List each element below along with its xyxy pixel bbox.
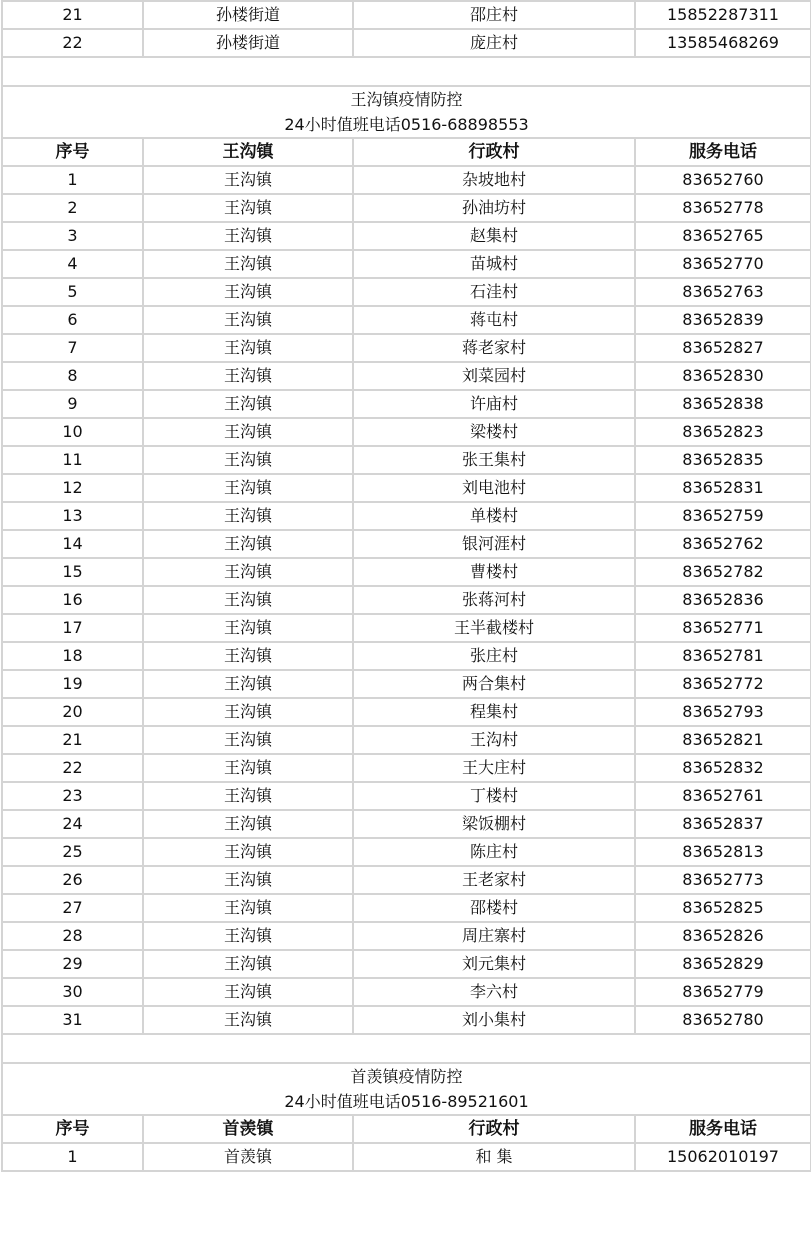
town-cell: 王沟镇 xyxy=(143,390,353,418)
serial-number-cell: 1 xyxy=(2,166,143,194)
phone-cell: 83652779 xyxy=(635,978,811,1006)
village-cell: 许庙村 xyxy=(353,390,635,418)
table-row xyxy=(2,978,811,1006)
town-cell: 王沟镇 xyxy=(143,558,353,586)
serial-number-cell: 21 xyxy=(2,1,143,29)
table-row xyxy=(2,782,811,810)
town-cell: 首羡镇 xyxy=(143,1143,353,1171)
serial-number-cell: 17 xyxy=(2,614,143,642)
town-cell: 王沟镇 xyxy=(143,894,353,922)
town-cell: 王沟镇 xyxy=(143,838,353,866)
column-header-village: 行政村 xyxy=(353,138,635,166)
village-cell: 曹楼村 xyxy=(353,558,635,586)
phone-cell: 83652772 xyxy=(635,670,811,698)
table-row xyxy=(2,810,811,838)
phone-cell: 83652762 xyxy=(635,530,811,558)
table-row xyxy=(2,866,811,894)
table-row xyxy=(2,670,811,698)
column-header-village: 行政村 xyxy=(353,1115,635,1143)
village-cell: 赵集村 xyxy=(353,222,635,250)
serial-number-cell: 6 xyxy=(2,306,143,334)
section-title-row xyxy=(2,86,811,112)
serial-number-cell: 22 xyxy=(2,754,143,782)
village-cell: 蒋屯村 xyxy=(353,306,635,334)
table-row xyxy=(2,894,811,922)
phone-cell: 83652773 xyxy=(635,866,811,894)
serial-number-cell: 19 xyxy=(2,670,143,698)
serial-number-cell: 13 xyxy=(2,502,143,530)
town-cell: 王沟镇 xyxy=(143,614,353,642)
town-cell: 王沟镇 xyxy=(143,474,353,502)
town-cell: 王沟镇 xyxy=(143,670,353,698)
town-cell: 王沟镇 xyxy=(143,586,353,614)
town-cell: 孙楼街道 xyxy=(143,29,353,57)
town-cell: 王沟镇 xyxy=(143,698,353,726)
town-cell: 王沟镇 xyxy=(143,446,353,474)
town-cell: 王沟镇 xyxy=(143,306,353,334)
town-cell: 王沟镇 xyxy=(143,530,353,558)
column-header-phone: 服务电话 xyxy=(635,1115,811,1143)
village-cell: 邵楼村 xyxy=(353,894,635,922)
serial-number-cell: 31 xyxy=(2,1006,143,1034)
phone-cell: 83652835 xyxy=(635,446,811,474)
serial-number-cell: 11 xyxy=(2,446,143,474)
section-hotline-row xyxy=(2,112,811,138)
serial-number-cell: 2 xyxy=(2,194,143,222)
table-row xyxy=(2,1143,811,1171)
village-cell: 单楼村 xyxy=(353,502,635,530)
phone-cell: 83652826 xyxy=(635,922,811,950)
table-row xyxy=(2,642,811,670)
table-row xyxy=(2,530,811,558)
table-row xyxy=(2,1006,811,1034)
column-header-row xyxy=(2,138,811,166)
column-header-town: 首羡镇 xyxy=(143,1115,353,1143)
spacer-cell xyxy=(2,1034,811,1063)
table-row xyxy=(2,446,811,474)
village-cell: 张庄村 xyxy=(353,642,635,670)
serial-number-cell: 23 xyxy=(2,782,143,810)
serial-number-cell: 26 xyxy=(2,866,143,894)
village-cell: 梁饭棚村 xyxy=(353,810,635,838)
phone-cell: 83652830 xyxy=(635,362,811,390)
table-row xyxy=(2,754,811,782)
table-row xyxy=(2,502,811,530)
serial-number-cell: 29 xyxy=(2,950,143,978)
village-cell: 周庄寨村 xyxy=(353,922,635,950)
table-row xyxy=(2,698,811,726)
column-header-town: 王沟镇 xyxy=(143,138,353,166)
table-row xyxy=(2,194,811,222)
town-cell: 王沟镇 xyxy=(143,418,353,446)
serial-number-cell: 10 xyxy=(2,418,143,446)
phone-cell: 83652821 xyxy=(635,726,811,754)
table-row xyxy=(2,558,811,586)
town-cell: 王沟镇 xyxy=(143,362,353,390)
table-row xyxy=(2,278,811,306)
phone-cell: 83652831 xyxy=(635,474,811,502)
table-row xyxy=(2,250,811,278)
serial-number-cell: 24 xyxy=(2,810,143,838)
spacer-row xyxy=(2,1034,811,1063)
section-hotline: 24小时值班电话0516-68898553 xyxy=(2,112,811,138)
table-row xyxy=(2,1,811,29)
phone-cell: 83652837 xyxy=(635,810,811,838)
serial-number-cell: 3 xyxy=(2,222,143,250)
serial-number-cell: 21 xyxy=(2,726,143,754)
phone-cell: 83652836 xyxy=(635,586,811,614)
table-row xyxy=(2,474,811,502)
village-cell: 刘元集村 xyxy=(353,950,635,978)
serial-number-cell: 27 xyxy=(2,894,143,922)
spacer-cell xyxy=(2,57,811,86)
section-title: 首羡镇疫情防控 xyxy=(2,1063,811,1089)
table-row xyxy=(2,838,811,866)
table-row xyxy=(2,922,811,950)
village-cell: 陈庄村 xyxy=(353,838,635,866)
section-title-row xyxy=(2,1063,811,1089)
town-cell: 孙楼街道 xyxy=(143,1,353,29)
phone-cell: 15062010197 xyxy=(635,1143,811,1171)
contact-table xyxy=(1,0,811,1172)
serial-number-cell: 18 xyxy=(2,642,143,670)
serial-number-cell: 9 xyxy=(2,390,143,418)
table-row xyxy=(2,222,811,250)
village-cell: 程集村 xyxy=(353,698,635,726)
town-cell: 王沟镇 xyxy=(143,978,353,1006)
phone-cell: 83652765 xyxy=(635,222,811,250)
village-cell: 两合集村 xyxy=(353,670,635,698)
section-hotline: 24小时值班电话0516-89521601 xyxy=(2,1089,811,1115)
village-cell: 孙油坊村 xyxy=(353,194,635,222)
table-row xyxy=(2,334,811,362)
section-title: 王沟镇疫情防控 xyxy=(2,86,811,112)
phone-cell: 83652793 xyxy=(635,698,811,726)
column-header-phone: 服务电话 xyxy=(635,138,811,166)
phone-cell: 83652760 xyxy=(635,166,811,194)
village-cell: 王大庄村 xyxy=(353,754,635,782)
village-cell: 张蒋河村 xyxy=(353,586,635,614)
village-cell: 王沟村 xyxy=(353,726,635,754)
phone-cell: 83652770 xyxy=(635,250,811,278)
village-cell: 王半截楼村 xyxy=(353,614,635,642)
town-cell: 王沟镇 xyxy=(143,950,353,978)
serial-number-cell: 7 xyxy=(2,334,143,362)
phone-cell: 83652838 xyxy=(635,390,811,418)
village-cell: 刘电池村 xyxy=(353,474,635,502)
phone-cell: 83652832 xyxy=(635,754,811,782)
town-cell: 王沟镇 xyxy=(143,166,353,194)
table-row xyxy=(2,166,811,194)
town-cell: 王沟镇 xyxy=(143,502,353,530)
serial-number-cell: 5 xyxy=(2,278,143,306)
town-cell: 王沟镇 xyxy=(143,222,353,250)
village-cell: 李六村 xyxy=(353,978,635,1006)
village-cell: 杂坡地村 xyxy=(353,166,635,194)
village-cell: 庞庄村 xyxy=(353,29,635,57)
town-cell: 王沟镇 xyxy=(143,922,353,950)
phone-cell: 83652827 xyxy=(635,334,811,362)
village-cell: 刘小集村 xyxy=(353,1006,635,1034)
column-header-serial: 序号 xyxy=(2,1115,143,1143)
phone-cell: 83652759 xyxy=(635,502,811,530)
village-cell: 蒋老家村 xyxy=(353,334,635,362)
town-cell: 王沟镇 xyxy=(143,726,353,754)
serial-number-cell: 8 xyxy=(2,362,143,390)
town-cell: 王沟镇 xyxy=(143,810,353,838)
town-cell: 王沟镇 xyxy=(143,194,353,222)
phone-cell: 83652771 xyxy=(635,614,811,642)
town-cell: 王沟镇 xyxy=(143,1006,353,1034)
village-cell: 刘菜园村 xyxy=(353,362,635,390)
column-header-serial: 序号 xyxy=(2,138,143,166)
table-row xyxy=(2,362,811,390)
table-row xyxy=(2,950,811,978)
table-row xyxy=(2,390,811,418)
phone-cell: 83652761 xyxy=(635,782,811,810)
village-cell: 梁楼村 xyxy=(353,418,635,446)
town-cell: 王沟镇 xyxy=(143,754,353,782)
serial-number-cell: 14 xyxy=(2,530,143,558)
phone-cell: 83652839 xyxy=(635,306,811,334)
phone-cell: 83652825 xyxy=(635,894,811,922)
phone-cell: 83652823 xyxy=(635,418,811,446)
phone-cell: 15852287311 xyxy=(635,1,811,29)
phone-cell: 83652829 xyxy=(635,950,811,978)
phone-cell: 83652781 xyxy=(635,642,811,670)
village-cell: 张王集村 xyxy=(353,446,635,474)
village-cell: 苗城村 xyxy=(353,250,635,278)
serial-number-cell: 22 xyxy=(2,29,143,57)
phone-cell: 83652780 xyxy=(635,1006,811,1034)
town-cell: 王沟镇 xyxy=(143,250,353,278)
town-cell: 王沟镇 xyxy=(143,278,353,306)
town-cell: 王沟镇 xyxy=(143,334,353,362)
village-cell: 王老家村 xyxy=(353,866,635,894)
serial-number-cell: 15 xyxy=(2,558,143,586)
table-row xyxy=(2,614,811,642)
serial-number-cell: 20 xyxy=(2,698,143,726)
phone-cell: 13585468269 xyxy=(635,29,811,57)
table-row xyxy=(2,306,811,334)
table-row xyxy=(2,29,811,57)
section-hotline-row xyxy=(2,1089,811,1115)
village-cell: 和 集 xyxy=(353,1143,635,1171)
village-cell: 石洼村 xyxy=(353,278,635,306)
serial-number-cell: 12 xyxy=(2,474,143,502)
spacer-row xyxy=(2,57,811,86)
table-row xyxy=(2,726,811,754)
serial-number-cell: 16 xyxy=(2,586,143,614)
serial-number-cell: 1 xyxy=(2,1143,143,1171)
village-cell: 邵庄村 xyxy=(353,1,635,29)
serial-number-cell: 30 xyxy=(2,978,143,1006)
phone-cell: 83652778 xyxy=(635,194,811,222)
village-cell: 丁楼村 xyxy=(353,782,635,810)
town-cell: 王沟镇 xyxy=(143,866,353,894)
village-cell: 银河涯村 xyxy=(353,530,635,558)
table-row xyxy=(2,586,811,614)
town-cell: 王沟镇 xyxy=(143,782,353,810)
phone-cell: 83652782 xyxy=(635,558,811,586)
serial-number-cell: 25 xyxy=(2,838,143,866)
town-cell: 王沟镇 xyxy=(143,642,353,670)
serial-number-cell: 4 xyxy=(2,250,143,278)
table-row xyxy=(2,418,811,446)
serial-number-cell: 28 xyxy=(2,922,143,950)
phone-cell: 83652763 xyxy=(635,278,811,306)
column-header-row xyxy=(2,1115,811,1143)
phone-cell: 83652813 xyxy=(635,838,811,866)
